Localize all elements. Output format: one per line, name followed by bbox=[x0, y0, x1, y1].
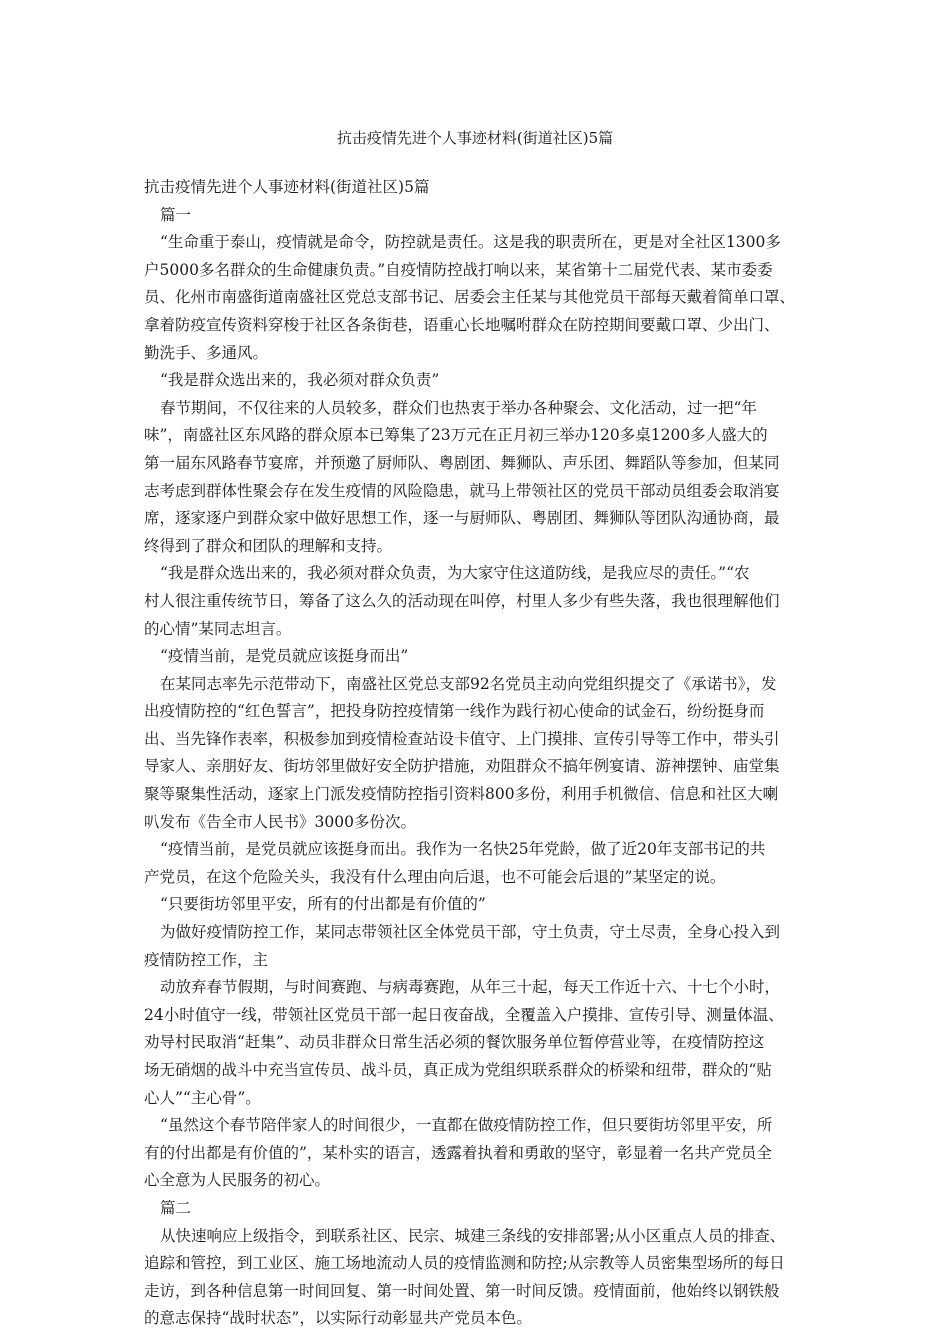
document-body bbox=[144, 174, 812, 1333]
paragraph-line: 席，逐家逐户到群众家中做好思想工作，逐一与厨师队、粤剧团、舞狮队等团队沟通协商，最 bbox=[144, 509, 780, 528]
paragraph-line: 劝导村民取消“赶集”、动员非群众日常生活必须的餐饮服务单位暂停营业等，在疫情防控这 bbox=[144, 1033, 765, 1052]
paragraph-line: 24小时值守一线，带领社区党员干部一起日夜奋战，全覆盖入户摸排、宣传引导、测量体温、 bbox=[144, 1005, 784, 1024]
paragraph-line: 从快速响应上级指令，到联系社区、民宗、城建三条线的安排部署;从小区重点人员的排查、 bbox=[160, 1226, 786, 1245]
paragraph-line: 产党员，在这个危险关头，我没有什么理由向后退，也不可能会后退的”某坚定的说。 bbox=[144, 867, 726, 886]
paragraph-line: “生命重于泰山，疫情就是命令，防控就是责任。这是我的职责所在，更是对全社区1300多 bbox=[160, 233, 781, 252]
paragraph-line: 味”，南盛社区东风路的群众原本已筹集了23万元在正月初三举办120多桌1200多人盛大的 bbox=[144, 426, 768, 445]
paragraph-line: 出、当先锋作表率，积极参加到疫情检查站设卡值守、上门摸排、宣传引导等工作中，带头引 bbox=[144, 729, 780, 748]
subheading: “我是群众选出来的，我必须对群众负责” bbox=[160, 371, 440, 390]
paragraph-line: 终得到了群众和团队的理解和支持。 bbox=[144, 536, 393, 555]
paragraph-line: 勤洗手、多通风。 bbox=[144, 343, 269, 362]
section-heading-2: 篇二 bbox=[160, 1198, 192, 1217]
section-heading-1: 篇一 bbox=[160, 205, 192, 224]
paragraph-line: 心全意为人民服务的初心。 bbox=[144, 1171, 331, 1190]
paragraph-line: 聚等聚集性活动，逐家上门派发疫情防控指引资料800多份，利用手机微信、信息和社区大喇 bbox=[144, 785, 779, 804]
paragraph-line: 拿着防疫宣传资料穿梭于社区各条街巷，语重心长地嘱咐群众在防控期间要戴口罩、少出门、 bbox=[144, 315, 780, 334]
paragraph-line: 的意志保持“战时状态”，以实际行动彰显共产党员本色。 bbox=[144, 1309, 532, 1328]
paragraph-line: 有的付出都是有价值的”，某朴实的语言，透露着执着和勇敢的坚守，彰显着一名共产党员全 bbox=[144, 1143, 772, 1162]
paragraph-line: “疫情当前，是党员就应该挺身而出。我作为一名快25年党龄，做了近20年支部书记的共 bbox=[160, 840, 766, 859]
paragraph-line: 村人很注重传统节日，筹备了这么久的活动现在叫停，村里人多少有些失落，我也很理解他们 bbox=[144, 591, 780, 610]
paragraph-line: 在某同志率先示范带动下，南盛社区党总支部92名党员主动向党组织提交了《承诺书》，发 bbox=[160, 674, 777, 693]
paragraph-line: 动放弃春节假期，与时间赛跑、与病毒赛跑，从年三十起，每天工作近十六、十七个小时， bbox=[160, 978, 781, 997]
paragraph-line: 出疫情防控的“红色誓言”，把投身防控疫情第一线作为践行初心使命的试金石，纷纷挺身而 bbox=[144, 702, 765, 721]
body-heading: 抗击疫情先进个人事迹材料(街道社区)5篇 bbox=[144, 178, 430, 196]
paragraph-line: 第一届东风路春节宴席，并预邀了厨师队、粤剧团、舞狮队、声乐团、舞蹈队等参加，但某同 bbox=[144, 453, 780, 472]
paragraph-line: 导家人、亲朋好友、街坊邻里做好安全防护措施，劝阻群众不搞年例宴请、游神摆钟、庙堂集 bbox=[144, 757, 780, 776]
paragraph-line: 场无硝烟的战斗中充当宣传员、战斗员，真正成为党组织联系群众的桥梁和纽带，群众的“贴 bbox=[144, 1061, 772, 1079]
paragraph-line: 为做好疫情防控工作，某同志带领社区全体党员干部，守土负责，守土尽责，全身心投入到 bbox=[160, 923, 781, 942]
paragraph-line: 的心情”某同志坦言。 bbox=[144, 619, 292, 638]
paragraph-line: 心人”“主心骨”。 bbox=[144, 1088, 261, 1107]
paragraph-line: “虽然这个春节陪伴家人的时间很少，一直都在做疫情防控工作，但只要街坊邻里平安，所 bbox=[160, 1116, 773, 1135]
paragraph-line: 户5000多名群众的生命健康负责。”自疫情防控战打响以来，某省第十二届党代表、某市委委 bbox=[144, 260, 773, 279]
subheading: “只要街坊邻里平安，所有的付出都是有价值的” bbox=[160, 895, 486, 914]
paragraph-line: 叭发布《告全市人民书》3000多份次。 bbox=[144, 812, 416, 831]
subheading: “疫情当前，是党员就应该挺身而出” bbox=[160, 647, 409, 666]
paragraph-line: 员、化州市南盛街道南盛社区党总支部书记、居委会主任某与其他党员干部每天戴着简单口罩、 bbox=[144, 288, 796, 307]
paragraph-line: 走访，到各种信息第一时间回复、第一时间处置、第一时间反馈。疫情面前，他始终以钢铁般 bbox=[144, 1281, 780, 1300]
paragraph-line: 疫情防控工作，主 bbox=[144, 950, 269, 969]
paragraph-line: 志考虑到群体性聚会存在发生疫情的风险隐患，就马上带领社区的党员干部动员组委会取消宴 bbox=[144, 481, 780, 500]
document-title: 抗击疫情先进个人事迹材料(街道社区)5篇 bbox=[336, 129, 614, 147]
paragraph-line: 追踪和管控，到工业区、施工场地流动人员的疫情监测和防控;从宗教等人员密集型场所的每日 bbox=[144, 1254, 785, 1273]
paragraph-line: “我是群众选出来的，我必须对群众负责，为大家守住这道防线，是我应尽的责任。”“农 bbox=[160, 564, 750, 583]
paragraph-line: 春节期间，不仅往来的人员较多，群众们也热衷于举办各种聚会、文化活动，过一把“年 bbox=[160, 398, 757, 417]
